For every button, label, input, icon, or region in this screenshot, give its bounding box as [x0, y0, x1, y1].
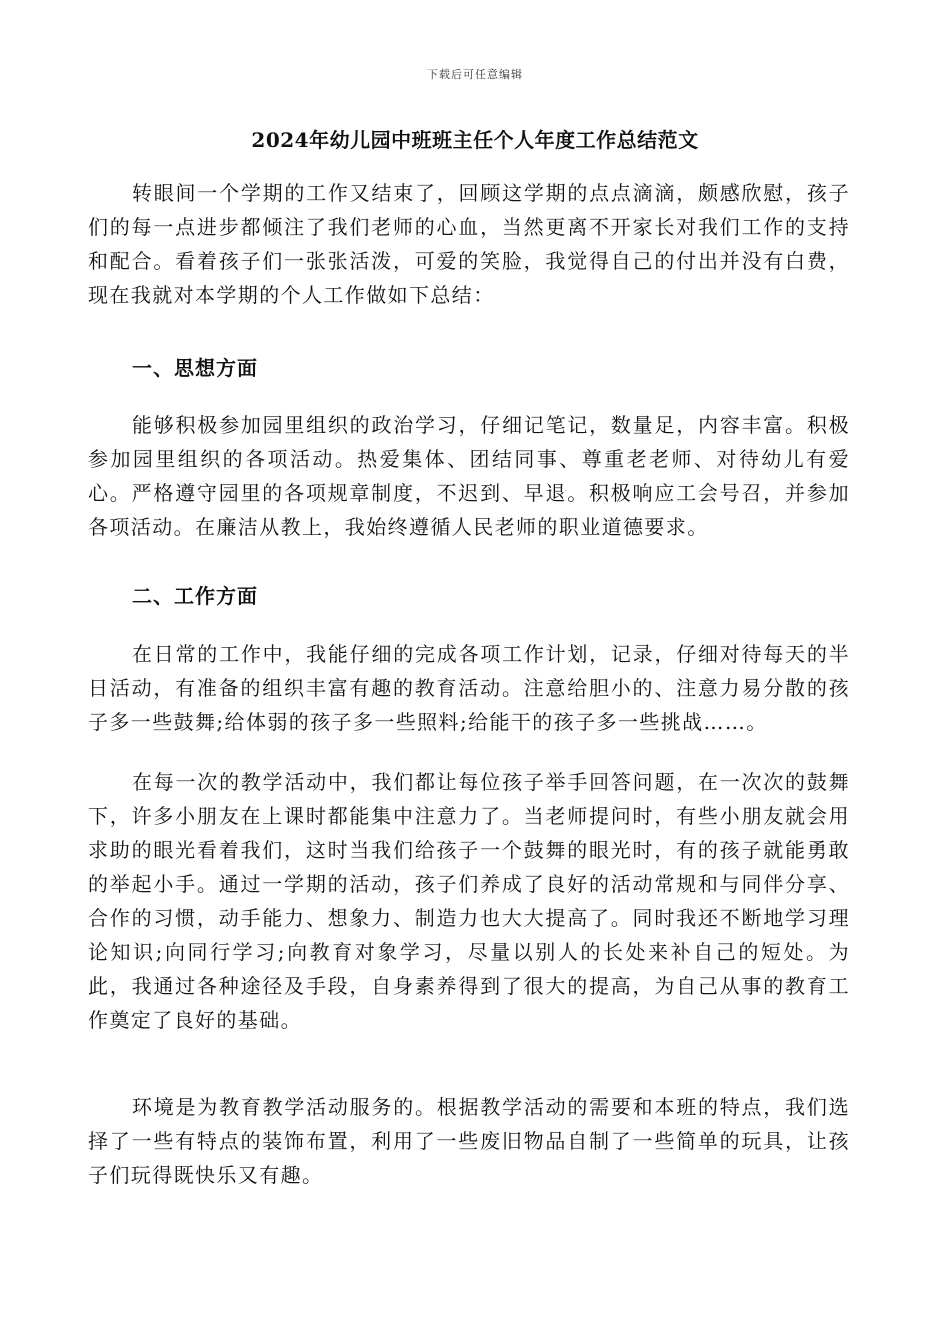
section-heading-work: 二、工作方面	[132, 584, 258, 608]
header-note: 下载后可任意编辑	[427, 68, 523, 81]
paragraph-daily-work: 在日常的工作中，我能仔细的完成各项工作计划，记录，仔细对待每天的半日活动，有准备的组织丰富有趣的教育活动。注意给胆小的、注意力易分散的孩子多一些鼓舞;给体弱的孩子多一些照料;给能干的孩子多一些挑战……。	[88, 642, 850, 734]
paragraph-thought: 能够积极参加园里组织的政治学习，仔细记笔记，数量足，内容丰富。积极参加园里组织的各项活动。热爱集体、团结同事、尊重老老师、对待幼儿有爱心。严格遵守园里的各项规章制度，不迟到、早退。积极响应工会号召，并参加各项活动。在廉洁从教上，我始终遵循人民老师的职业道德要求。	[88, 413, 850, 539]
document-title: 2024年幼儿园中班班主任个人年度工作总结范文	[251, 128, 699, 152]
paragraph-teaching-activities: 在每一次的教学活动中，我们都让每位孩子举手回答问题，在一次次的鼓舞下，许多小朋友在上课时都能集中注意力了。当老师提问时，有些小朋友就会用求助的眼光看着我们，这时当我们给孩子一个鼓舞的眼光时，有的孩子就能勇敢的举起小手。通过一学期的活动，孩子们养成了良好的活动常规和与同伴分享、合作的习惯，动手能力、想象力、制造力也大大提高了。同时我还不断地学习理论知识;向同行学习;向教育对象学习，尽量以别人的长处来补自己的短处。为此，我通过各种途径及手段，自身素养得到了很大的提高，为自己从事的教育工作奠定了良好的基础。	[88, 770, 850, 1032]
paragraph-environment: 环境是为教育教学活动服务的。根据教学活动的需要和本班的特点，我们选择了一些有特点的装饰布置，利用了一些废旧物品自制了一些简单的玩具，让孩子们玩得既快乐又有趣。	[88, 1095, 850, 1187]
paragraph-intro: 转眼间一个学期的工作又结束了，回顾这学期的点点滴滴，颇感欣慰，孩子们的每一点进步都倾注了我们老师的心血，当然更离不开家长对我们工作的支持和配合。看着孩子们一张张活泼，可爱的笑脸，我觉得自己的付出并没有白费，现在我就对本学期的个人工作做如下总结：	[88, 181, 850, 307]
section-heading-thought: 一、思想方面	[132, 356, 258, 380]
